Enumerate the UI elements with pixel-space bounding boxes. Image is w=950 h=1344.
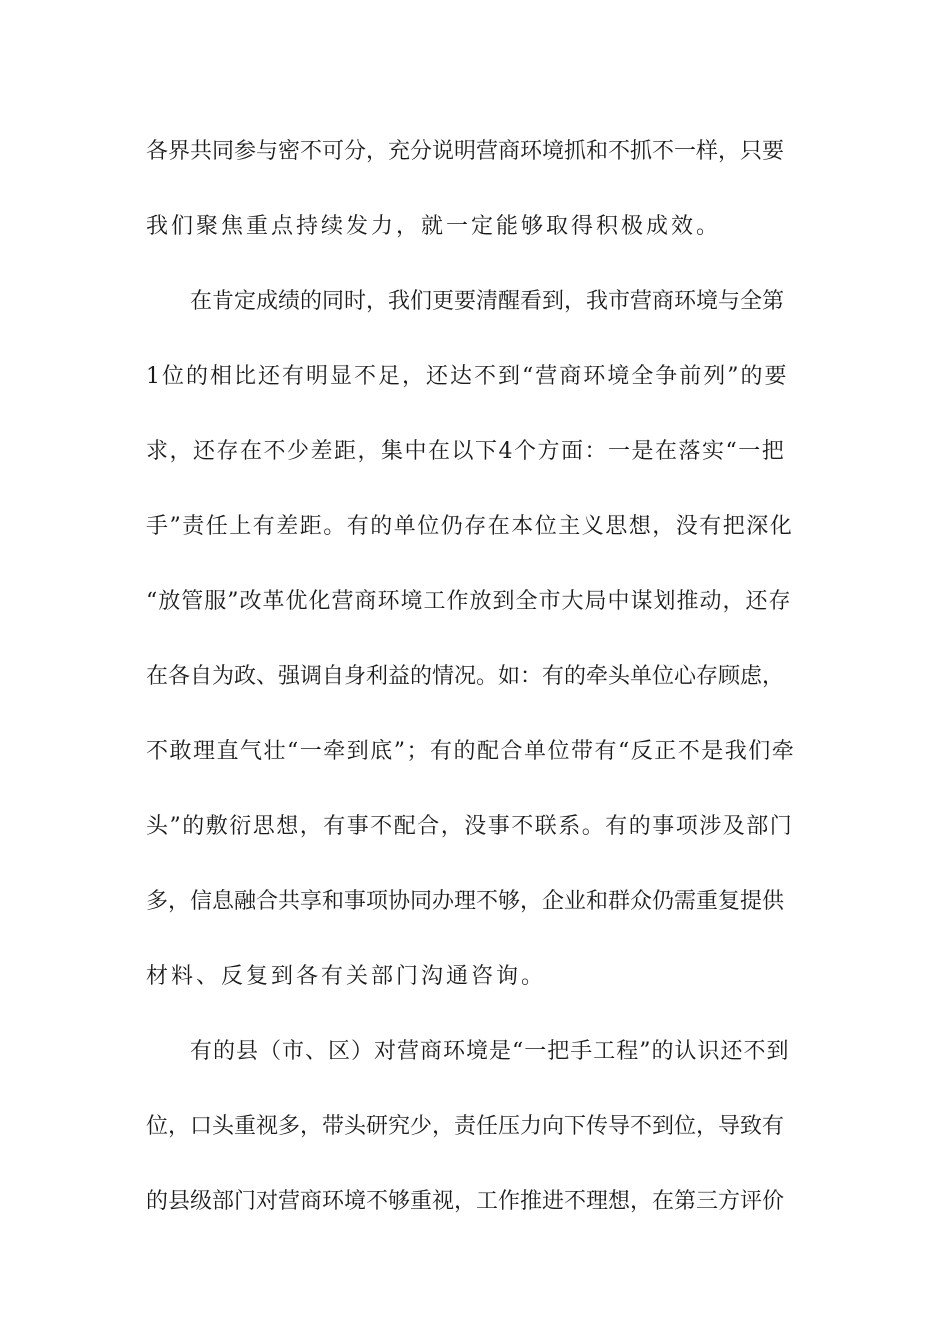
paragraph-first-line: 在肯定成绩的同时，我们更要清醒看到，我市营商环境与全第 — [190, 289, 785, 314]
text-line: 1位的相比还有明显不足，还达不到“营商环境全争前列”的要 — [146, 364, 789, 389]
text-line: 位，口头重视多，带头研究少，责任压力向下传导不到位，导致有 — [146, 1114, 785, 1139]
text-line: “放管服”改革优化营商环境工作放到全市大局中谋划推动，还存 — [146, 589, 792, 614]
text-line: 求，还存在不少差距，集中在以下4个方面：一是在落实“一把 — [146, 439, 786, 464]
text-line: 各界共同参与密不可分，充分说明营商环境抓和不抓不一样，只要 — [146, 139, 785, 164]
text-line: 的县级部门对营商环境不够重视，工作推进不理想，在第三方评价 — [146, 1189, 785, 1214]
text-line: 手”责任上有差距。有的单位仍存在本位主义思想，没有把深化 — [146, 514, 794, 539]
paragraph-first-line: 有的县（市、区）对营商环境是“一把手工程”的认识还不到 — [190, 1039, 790, 1064]
text-line: 多，信息融合共享和事项协同办理不够，企业和群众仍需重复提供 — [146, 889, 785, 914]
text-line: 头”的敷衍思想，有事不配合，没事不联系。有的事项涉及部门 — [146, 814, 794, 839]
text-line: 我们聚焦重点持续发力，就一定能够取得积极成效。 — [146, 214, 722, 239]
text-line: 不敢理直气壮“一牵到底”；有的配合单位带有“反正不是我们牵 — [146, 739, 796, 764]
text-line: 在各自为政、强调自身利益的情况。如：有的牵头单位心存顾虑， — [146, 664, 785, 689]
text-line: 材料、反复到各有关部门沟通咨询。 — [146, 964, 547, 989]
